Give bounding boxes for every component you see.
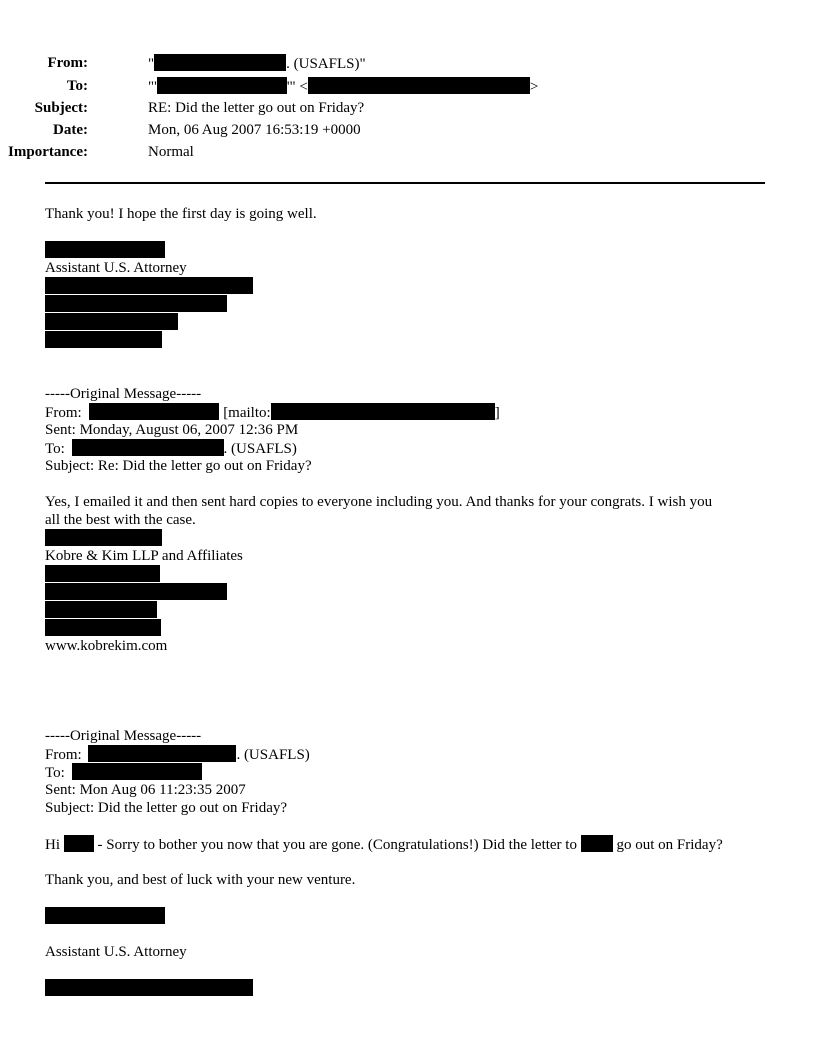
header-to-suffix: > [529,79,539,95]
original2-separator: -----Original Message----- [45,728,202,744]
redaction-block [45,331,162,348]
redaction-block [45,979,253,996]
original1-body-line1: Yes, I emailed it and then sent hard copies to everyone including you. And thanks for your congrats. I wish you [45,494,713,510]
redaction-block [45,277,253,294]
original2-to-line [45,763,202,782]
original2-from-suffix: . (USAFLS) [236,747,310,763]
redaction-block [72,763,202,780]
header-divider [45,182,765,184]
original1-to-label: To: [45,441,65,457]
redaction-block [64,835,94,852]
redaction-block [72,439,224,456]
original1-mailto-prefix: [mailto: [223,405,271,421]
original1-from-line [45,403,500,422]
original1-website: www.kobrekim.com [45,638,168,654]
reply-signature-title: Assistant U.S. Attorney [45,260,187,276]
redaction-block [308,77,530,94]
redaction-block [154,54,286,71]
redaction-block [45,565,160,582]
header-from-prefix: " [148,56,155,72]
redaction-block [45,313,178,330]
redaction-block [45,241,165,258]
redaction-block [45,601,157,618]
original2-signature-title: Assistant U.S. Attorney [45,944,187,960]
redaction-block [45,529,162,546]
original2-body-hi: Hi [45,837,60,853]
redaction-block [45,295,227,312]
header-to-label: To: [66,78,88,94]
header-subject-label: Subject: [34,100,88,116]
original1-firm: Kobre & Kim LLP and Affiliates [45,548,243,564]
header-from-suffix: . (USAFLS)" [286,56,366,72]
original1-subject: Subject: Re: Did the letter go out on Friday? [45,458,312,474]
redaction-block [157,77,287,94]
header-importance-label: Importance: [8,144,88,160]
header-date-label: Date: [53,122,88,138]
original2-subject: Subject: Did the letter go out on Friday? [45,800,288,816]
header-date-value: Mon, 06 Aug 2007 16:53:19 +0000 [148,122,361,138]
reply-body: Thank you! I hope the first day is going well. [45,206,317,222]
redaction-block [581,835,613,852]
original1-from-label: From: [45,405,82,421]
redaction-block [45,619,161,636]
original1-mailto-suffix: ] [494,405,500,421]
header-from-label: From: [47,55,88,71]
original2-thanks: Thank you, and best of luck with your new venture. [45,872,356,888]
original1-separator: -----Original Message----- [45,386,202,402]
original1-sent: Sent: Monday, August 06, 2007 12:36 PM [45,422,299,438]
header-to-middle: '" < [286,79,308,95]
original2-from-label: From: [45,747,82,763]
header-importance-value: Normal [148,144,194,160]
original2-from-line [45,745,310,764]
redaction-block [45,583,227,600]
redaction-block [45,907,165,924]
original2-body-mid: - Sorry to bother you now that you are gone. (Congratulations!) Did the letter to [97,837,577,853]
original1-to-line [45,439,297,458]
header-subject-value: RE: Did the letter go out on Friday? [148,100,365,116]
original2-sent: Sent: Mon Aug 06 11:23:35 2007 [45,782,246,798]
redaction-block [271,403,495,420]
original2-body-line [45,835,723,854]
original2-body-end: go out on Friday? [616,837,723,853]
original2-to-label: To: [45,765,65,781]
header-to-prefix: "' [148,79,157,95]
original1-body-line2: all the best with the case. [45,512,196,528]
redaction-block [88,745,236,762]
redaction-block [89,403,219,420]
original1-to-suffix: . (USAFLS) [223,441,297,457]
